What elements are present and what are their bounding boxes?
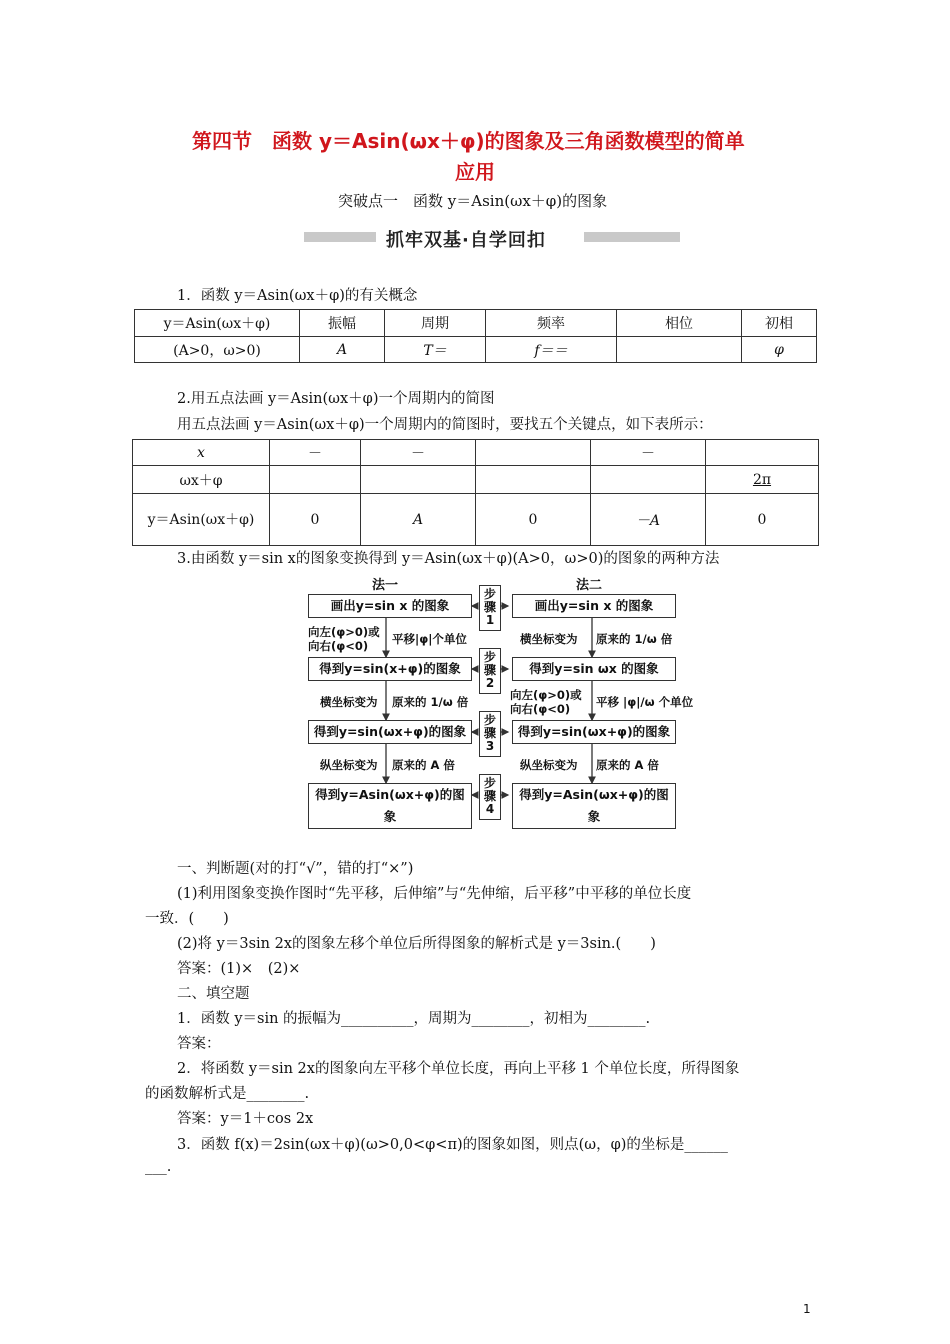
left-op-3a: 纵坐标变为 xyxy=(320,758,378,772)
concept-cell xyxy=(617,337,742,363)
right-box: 得到y=sin ωx 的图象 xyxy=(512,657,676,681)
concept-cell: φ xyxy=(742,337,817,363)
banner-bar-right xyxy=(584,232,680,242)
left-box: 得到y=sin(x+φ)的图象 xyxy=(308,657,472,681)
right-op-2c: 平移 |φ|/ω 个单位 xyxy=(596,695,694,709)
banner-bar-left xyxy=(304,232,376,242)
fill-q2a: 2．将函数 y＝sin 2x的图象向左平移个单位长度，再向上平移 1 个单位长度，所得图象 xyxy=(177,1061,740,1077)
right-op-2a: 向左(φ>0)或 xyxy=(510,688,582,702)
fp-cell: ωx＋φ xyxy=(133,466,270,494)
concept-header: 相位 xyxy=(617,310,742,337)
left-box: 得到y=sin(ωx+φ)的图象 xyxy=(308,720,472,744)
fp-cell xyxy=(706,440,819,466)
fill-heading: 二、填空题 xyxy=(177,986,250,1002)
judge-answer: 答案：(1)× (2)× xyxy=(177,961,301,977)
left-op-2c: 原来的 1/ω 倍 xyxy=(392,695,469,709)
fp-cell xyxy=(476,466,591,494)
transform-flowchart xyxy=(300,574,694,824)
right-box: 得到y=sin(ωx+φ)的图象 xyxy=(512,720,676,744)
left-op-2a: 横坐标变为 xyxy=(320,695,378,709)
method-two-heading: 法二 xyxy=(576,578,603,593)
left-op-1b: 向右(φ<0) xyxy=(308,639,369,653)
right-op-3a: 纵坐标变为 xyxy=(520,758,578,772)
fp-cell xyxy=(270,466,361,494)
concept-header: 频率 xyxy=(486,310,617,337)
right-op-1c: 原来的 1/ω 倍 xyxy=(596,632,673,646)
fp-cell: y＝Asin(ωx＋φ) xyxy=(133,494,270,546)
concept-header: 振幅 xyxy=(300,310,385,337)
left-op-3c: 原来的 A 倍 xyxy=(392,758,455,772)
concept-header: 初相 xyxy=(742,310,817,337)
page-number: 1 xyxy=(803,1302,811,1316)
page-title-line2: 应用 xyxy=(455,160,495,184)
fill-q3a: 3．函数 f(x)＝2sin(ωx＋φ)(ω>0,0<φ<π)的图象如图，则点(ω，φ)的坐标是______ xyxy=(177,1137,728,1153)
section2-desc: 用五点法画 y＝Asin(ωx＋φ)一个周期内的简图时，要找五个关键点，如下表所示： xyxy=(177,417,713,433)
fill-q1: 1．函数 y＝sin 的振幅为__________，周期为________，初相为________. xyxy=(177,1011,651,1027)
section1-heading: 1．函数 y＝Asin(ωx＋φ)的有关概念 xyxy=(177,288,418,304)
fp-cell: 0 xyxy=(270,494,361,546)
concept-header: y＝Asin(ωx＋φ) xyxy=(135,310,300,337)
fp-cell: －A xyxy=(591,494,706,546)
method-one-heading: 法一 xyxy=(372,578,399,593)
fill-q3b: ___. xyxy=(145,1159,172,1175)
right-op-2b: 向右(φ<0) xyxy=(510,702,571,716)
fp-cell xyxy=(476,440,591,466)
fp-cell: 2π xyxy=(706,466,819,494)
right-box: 得到y=Asin(ωx+φ)的图象 xyxy=(512,783,676,829)
fp-cell: － xyxy=(591,440,706,466)
fp-cell: － xyxy=(270,440,361,466)
concept-table xyxy=(134,309,817,363)
fp-cell: A xyxy=(361,494,476,546)
right-box: 画出y=sin x 的图象 xyxy=(512,594,676,618)
fill-q2b: 的函数解析式是________. xyxy=(145,1086,310,1102)
step-box: 步骤3 xyxy=(479,711,501,757)
section2-heading: 2.用五点法画 y＝Asin(ωx＋φ)一个周期内的简图 xyxy=(177,391,495,407)
step-box: 步骤1 xyxy=(479,585,501,631)
right-op-1a: 横坐标变为 xyxy=(520,632,578,646)
fp-cell: 0 xyxy=(706,494,819,546)
fp-cell xyxy=(591,466,706,494)
step-box: 步骤2 xyxy=(479,648,501,694)
left-box: 得到y=Asin(ωx+φ)的图象 xyxy=(308,783,472,829)
concept-cell: T＝ xyxy=(385,337,486,363)
page-title-line1: 第四节 函数 y＝Asin(ωx＋φ)的图象及三角函数模型的简单 xyxy=(192,129,745,153)
five-point-table xyxy=(132,439,819,546)
section3-heading: 3.由函数 y＝sin x的图象变换得到 y＝Asin(ωx＋φ)(A>0，ω>0)的图象的两种方法 xyxy=(177,551,720,567)
left-box: 画出y=sin x 的图象 xyxy=(308,594,472,618)
fp-cell: x xyxy=(133,440,270,466)
left-op-1c: 平移|φ|个单位 xyxy=(392,632,467,646)
fp-cell xyxy=(361,466,476,494)
concept-cell: f＝＝ xyxy=(486,337,617,363)
banner-text: 抓牢双基·自学回扣 xyxy=(386,230,546,251)
step-box: 步骤4 xyxy=(479,774,501,820)
fp-cell: 0 xyxy=(476,494,591,546)
judge-q2: (2)将 y＝3sin 2x的图象左移个单位后所得图象的解析式是 y＝3sin.( ) xyxy=(177,936,656,952)
right-op-3c: 原来的 A 倍 xyxy=(596,758,659,772)
subtitle: 突破点一 函数 y＝Asin(ωx＋φ)的图象 xyxy=(338,192,608,210)
fill-q1-answer: 答案： xyxy=(177,1036,221,1052)
judge-heading: 一、判断题(对的打“√”，错的打“×”) xyxy=(177,861,414,877)
fill-q2-answer: 答案：y＝1＋cos 2x xyxy=(177,1111,314,1127)
judge-q1a: (1)利用图象变换作图时“先平移，后伸缩”与“先伸缩，后平移”中平移的单位长度 xyxy=(177,886,692,902)
concept-cell: A xyxy=(300,337,385,363)
left-op-1a: 向左(φ>0)或 xyxy=(308,625,380,639)
judge-q1b: 一致．( ) xyxy=(145,911,229,927)
concept-header: 周期 xyxy=(385,310,486,337)
fp-cell: － xyxy=(361,440,476,466)
concept-cell: (A>0，ω>0) xyxy=(135,337,300,363)
section-banner xyxy=(304,226,680,251)
